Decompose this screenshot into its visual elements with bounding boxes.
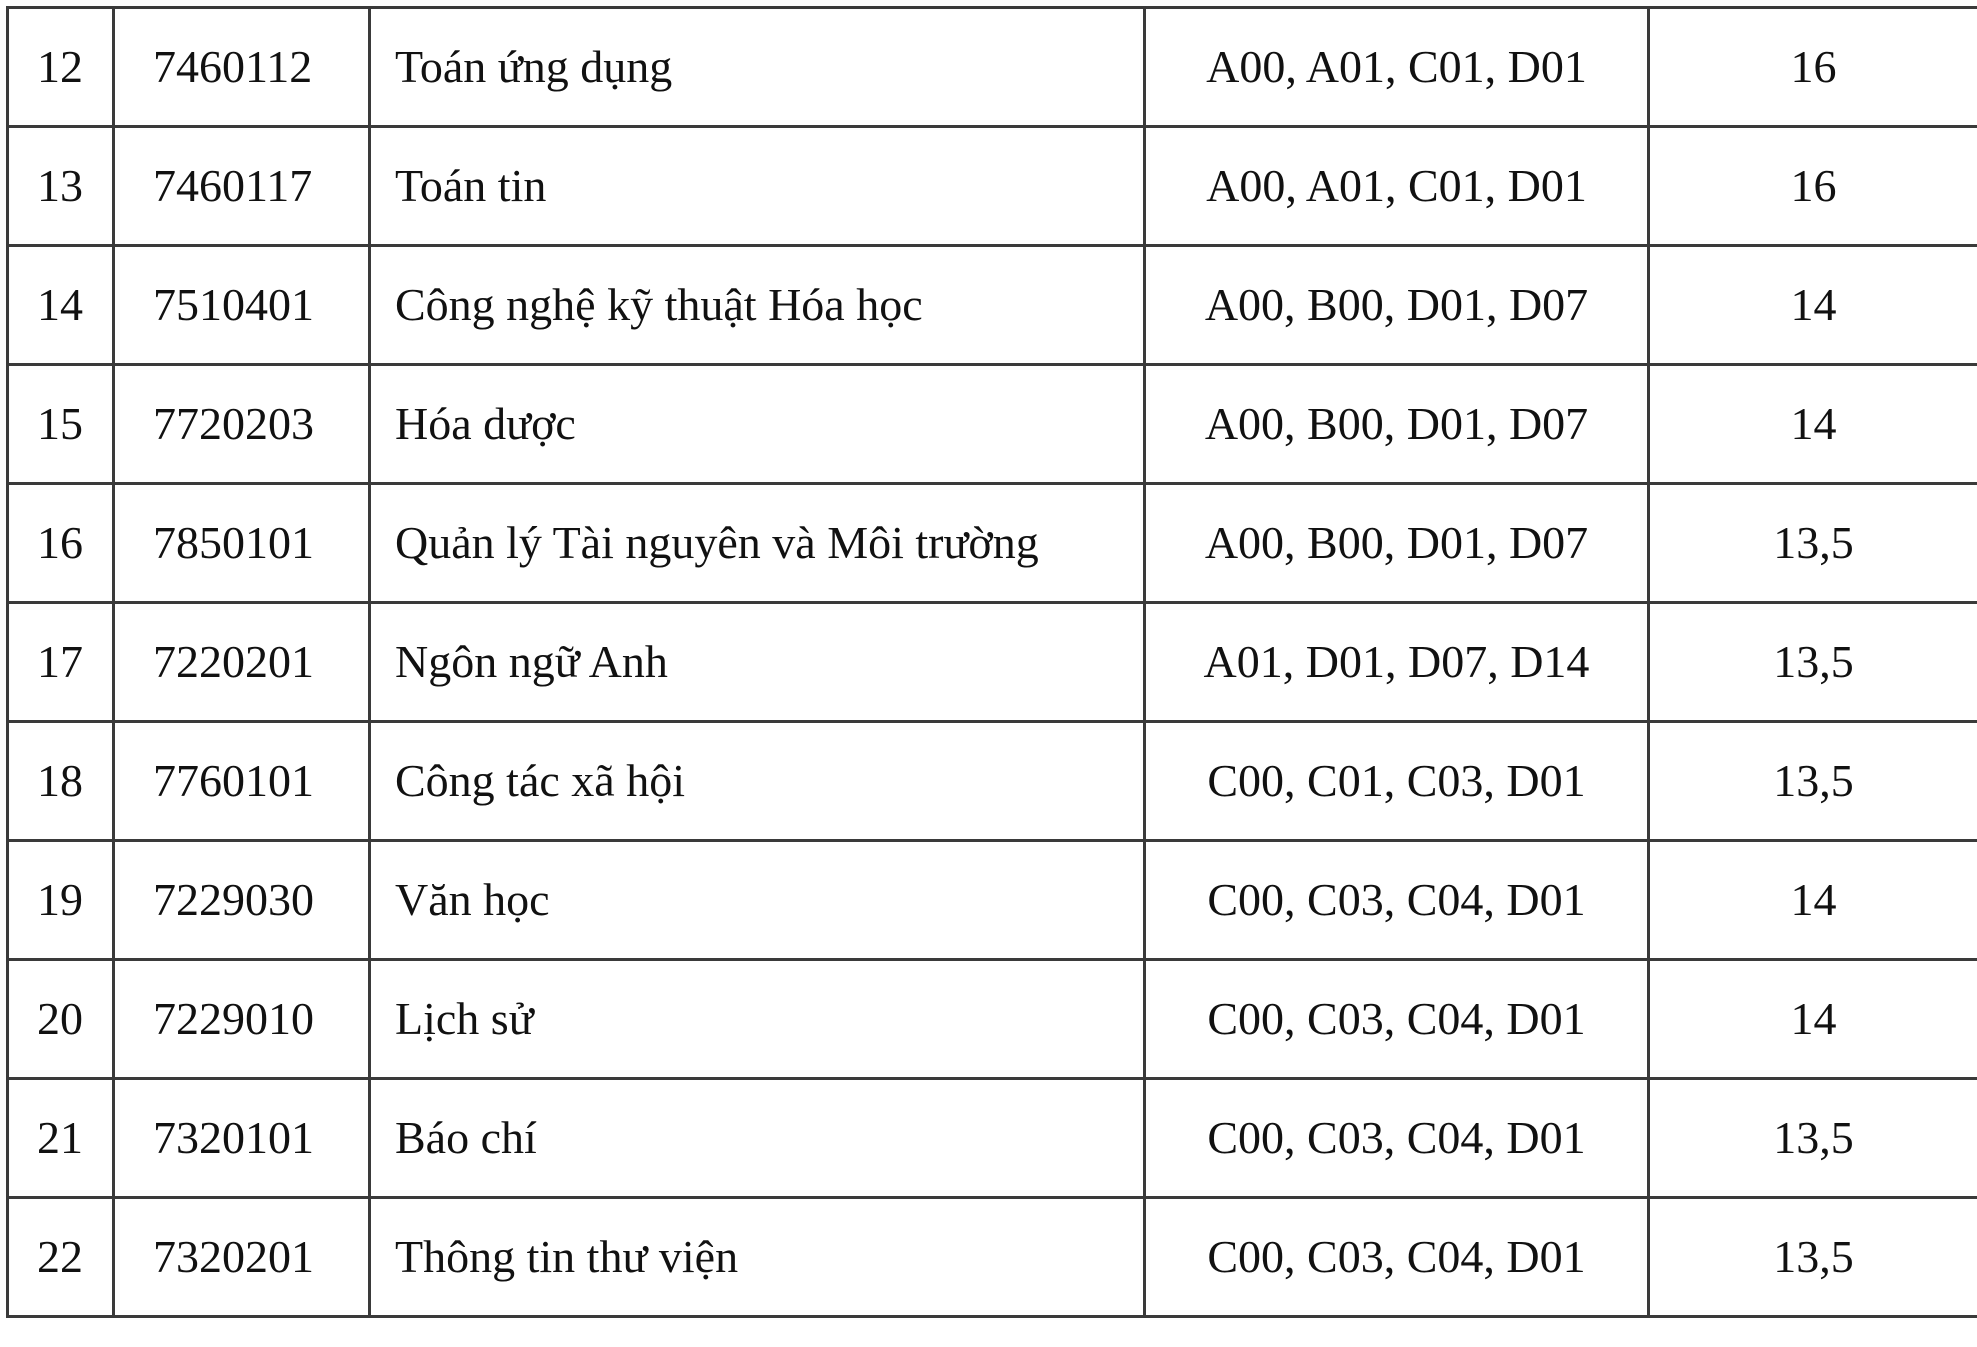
table-row [8, 603, 1977, 722]
major-name: Ngôn ngữ Anh [370, 603, 1145, 722]
major-code: 7510401 [114, 246, 370, 365]
subject-combinations: C00, C03, C04, D01 [1145, 1079, 1649, 1198]
subject-combinations: C00, C01, C03, D01 [1145, 722, 1649, 841]
subject-combinations: A00, B00, D01, D07 [1145, 365, 1649, 484]
row-number: 19 [8, 841, 114, 960]
row-number: 13 [8, 127, 114, 246]
table-row [8, 365, 1977, 484]
subject-combinations: C00, C03, C04, D01 [1145, 841, 1649, 960]
row-number: 21 [8, 1079, 114, 1198]
row-number: 20 [8, 960, 114, 1079]
major-code: 7720203 [114, 365, 370, 484]
cutoff-score: 13,5 [1649, 1198, 1977, 1317]
row-number: 17 [8, 603, 114, 722]
table-row [8, 1198, 1977, 1317]
admissions-table-page [6, 6, 1977, 1318]
major-code: 7229030 [114, 841, 370, 960]
cutoff-score: 14 [1649, 960, 1977, 1079]
row-number: 16 [8, 484, 114, 603]
cutoff-score: 13,5 [1649, 603, 1977, 722]
major-name: Quản lý Tài nguyên và Môi trường [370, 484, 1145, 603]
subject-combinations: A01, D01, D07, D14 [1145, 603, 1649, 722]
major-code: 7460112 [114, 8, 370, 127]
major-code: 7320101 [114, 1079, 370, 1198]
row-number: 12 [8, 8, 114, 127]
cutoff-score: 13,5 [1649, 722, 1977, 841]
table-row [8, 127, 1977, 246]
major-code: 7850101 [114, 484, 370, 603]
major-name: Lịch sử [370, 960, 1145, 1079]
table-row [8, 841, 1977, 960]
row-number: 15 [8, 365, 114, 484]
subject-combinations: C00, C03, C04, D01 [1145, 1198, 1649, 1317]
cutoff-score: 14 [1649, 246, 1977, 365]
major-code: 7760101 [114, 722, 370, 841]
subject-combinations: A00, A01, C01, D01 [1145, 127, 1649, 246]
major-name: Toán tin [370, 127, 1145, 246]
subject-combinations: A00, B00, D01, D07 [1145, 246, 1649, 365]
subject-combinations: A00, A01, C01, D01 [1145, 8, 1649, 127]
major-name: Công tác xã hội [370, 722, 1145, 841]
major-name: Thông tin thư viện [370, 1198, 1145, 1317]
admissions-table [6, 6, 1977, 1318]
subject-combinations: A00, B00, D01, D07 [1145, 484, 1649, 603]
table-row [8, 722, 1977, 841]
major-name: Văn học [370, 841, 1145, 960]
major-name: Hóa dược [370, 365, 1145, 484]
table-row [8, 246, 1977, 365]
cutoff-score: 13,5 [1649, 484, 1977, 603]
major-code: 7320201 [114, 1198, 370, 1317]
major-name: Báo chí [370, 1079, 1145, 1198]
cutoff-score: 16 [1649, 127, 1977, 246]
major-code: 7229010 [114, 960, 370, 1079]
table-row [8, 484, 1977, 603]
cutoff-score: 16 [1649, 8, 1977, 127]
table-row [8, 8, 1977, 127]
major-code: 7220201 [114, 603, 370, 722]
major-name: Công nghệ kỹ thuật Hóa học [370, 246, 1145, 365]
row-number: 14 [8, 246, 114, 365]
table-row [8, 960, 1977, 1079]
major-code: 7460117 [114, 127, 370, 246]
row-number: 18 [8, 722, 114, 841]
row-number: 22 [8, 1198, 114, 1317]
table-row [8, 1079, 1977, 1198]
subject-combinations: C00, C03, C04, D01 [1145, 960, 1649, 1079]
major-name: Toán ứng dụng [370, 8, 1145, 127]
cutoff-score: 14 [1649, 841, 1977, 960]
cutoff-score: 14 [1649, 365, 1977, 484]
cutoff-score: 13,5 [1649, 1079, 1977, 1198]
